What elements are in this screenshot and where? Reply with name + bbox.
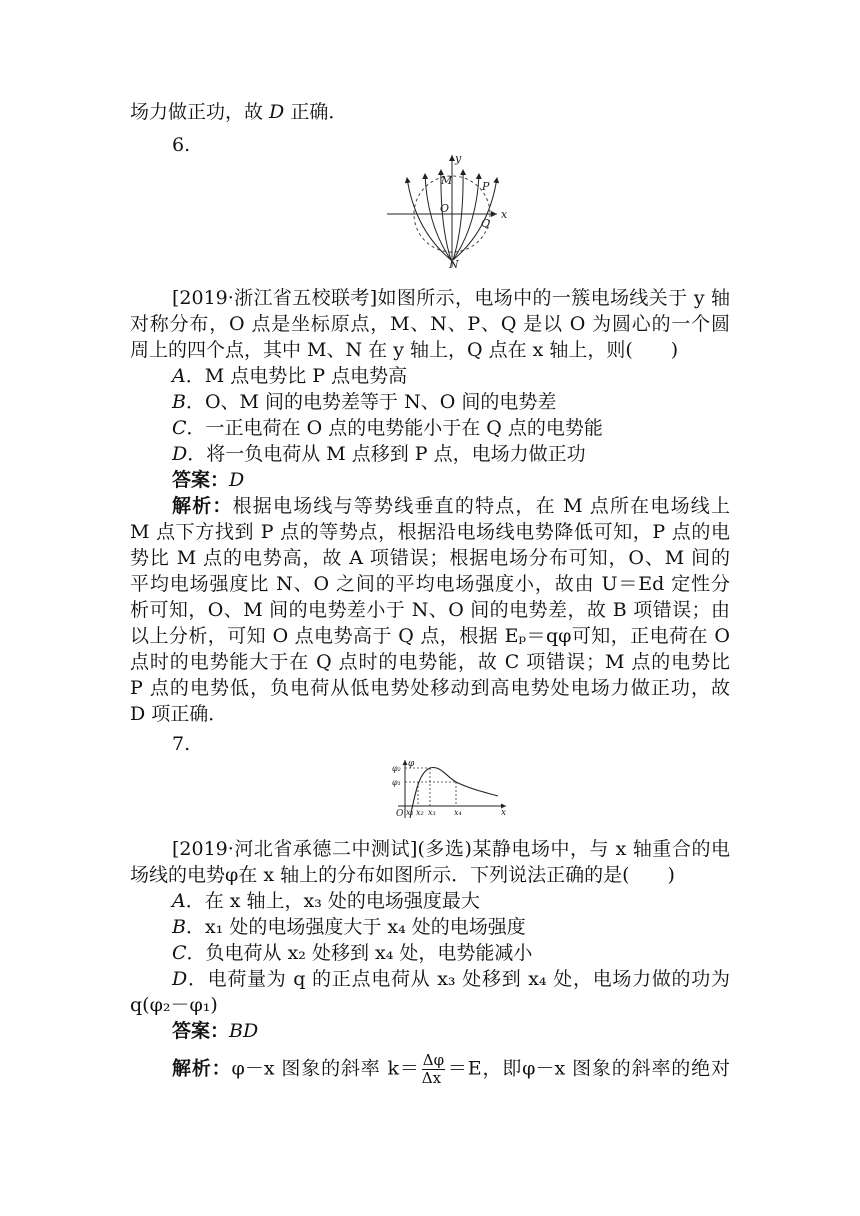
- q6-analysis-line-7: 点时的电势能大于在 Q 点时的电势能，故 C 项错误；M 点的电势比: [130, 651, 730, 673]
- q6-analysis-line-5: 析可知，O、M 间的电势差小于 N、O 间的电势差，故 B 项错误；由: [130, 599, 730, 621]
- origin-label: O: [440, 202, 450, 215]
- q7-option-d-continued: q(φ₂－φ₁): [130, 994, 218, 1016]
- q-label: Q: [481, 217, 491, 230]
- q6-analysis-line-4: 平均电场强度比 N、O 之间的平均电场强度小，故由 U＝Ed 定性分: [130, 573, 730, 595]
- graph-x-label: x: [501, 808, 507, 818]
- q6-analysis-line-6: 以上分析，可知 O 点电势高于 Q 点，根据 Eₚ＝qφ可知，正电荷在 O: [130, 625, 730, 647]
- q6-analysis-line-2: M 点下方找到 P 点的等势点，根据沿电场线电势降低可知，P 点的电: [130, 521, 730, 543]
- q6-option-c: C．一正电荷在 O 点的电势能小于在 Q 点的电势能: [172, 417, 603, 439]
- guide-lines: [405, 768, 456, 806]
- q7-option-d: D．电荷量为 q 的正点电荷从 x₃ 处移到 x₄ 处，电场力做的功为: [172, 968, 730, 990]
- q7-option-c: C．负电荷从 x₂ 处移到 x₄ 处，电势能减小: [172, 942, 533, 964]
- q6-stem-line-2: 对称分布，O 点是坐标原点，M、N、P、Q 是以 O 为圆心的一个圆: [130, 313, 730, 335]
- q7-stem-line-2: 场线的电势φ在 x 轴上的分布如图所示．下列说法正确的是( ): [130, 864, 675, 886]
- y-label: y: [455, 152, 462, 165]
- graph-phi-axis-arrow: [403, 760, 408, 765]
- phi2-label: φ₂: [392, 764, 401, 773]
- q7-stem-line-1: [2019·河北省承德二中测试](多选)某静电场中，与 x 轴重合的电: [172, 838, 730, 860]
- x-axis-arrow: [491, 211, 497, 217]
- x4-label: x₄: [454, 808, 462, 817]
- q6-stem-line-1: [2019·浙江省五校联考]如图所示，电场中的一簇电场线关于 y 轴: [172, 287, 730, 309]
- q6-option-a: A．M 点电势比 P 点电势高: [172, 365, 408, 387]
- field-lines-figure: [385, 150, 515, 270]
- q7-option-a: A．在 x 轴上，x₃ 处的电场强度最大: [172, 890, 480, 912]
- q7-answer: 答案：BD: [172, 1020, 259, 1042]
- q7-option-b: B．x₁ 处的电场强度大于 x₄ 处的电场强度: [172, 916, 526, 938]
- q6-analysis-line-9: D 项正确．: [130, 703, 228, 725]
- m-label: M: [441, 174, 453, 187]
- q6-option-b: B．O、M 间的电势差等于 N、O 间的电势差: [172, 391, 557, 413]
- continuation-line: 场力做正功，故 D 正确．: [130, 101, 348, 123]
- x1-label: x₁: [406, 808, 414, 817]
- x3-label: x₃: [428, 808, 436, 817]
- x-label: x: [501, 208, 508, 221]
- question-number-7: 7.: [172, 733, 191, 755]
- slope-fraction: $\frac{\Delta\varphi}{\Delta x}$: [421, 1051, 445, 1087]
- q6-analysis-line-1: 解析：根据电场线与等势线垂直的特点，在 M 点所在电场线上: [172, 495, 730, 517]
- question-number-6: 6.: [172, 134, 191, 156]
- q6-analysis-line-8: P 点的电势低，负电荷从低电势处移动到高电势处电场力做正功，故: [130, 677, 730, 699]
- potential-graph-figure: [388, 758, 510, 820]
- phi-axis-label: φ: [408, 759, 415, 769]
- q6-stem-line-3: 周上的四个点，其中 M、N 在 y 轴上，Q 点在 x 轴上，则( ): [130, 339, 679, 361]
- x2-label: x₂: [416, 808, 424, 817]
- p-label: P: [482, 180, 490, 193]
- q7-analysis-line-1: 解析：φ－x 图象的斜率 k＝ $\frac{\Delta\varphi}{\Delta x}$ ＝E，即φ－x 图象的斜率的绝对: [172, 1051, 730, 1087]
- graph-origin-label: O: [396, 809, 404, 819]
- q6-option-d: D．将一负电荷从 M 点移到 P 点，电场力做正功: [172, 443, 586, 465]
- phi1-label: φ₁: [392, 778, 401, 787]
- n-label: N: [449, 258, 459, 270]
- q6-analysis-line-3: 势比 M 点的电势高，故 A 项错误；根据电场分布可知，O、M 间的: [130, 547, 730, 569]
- q6-answer: 答案：D: [172, 469, 245, 491]
